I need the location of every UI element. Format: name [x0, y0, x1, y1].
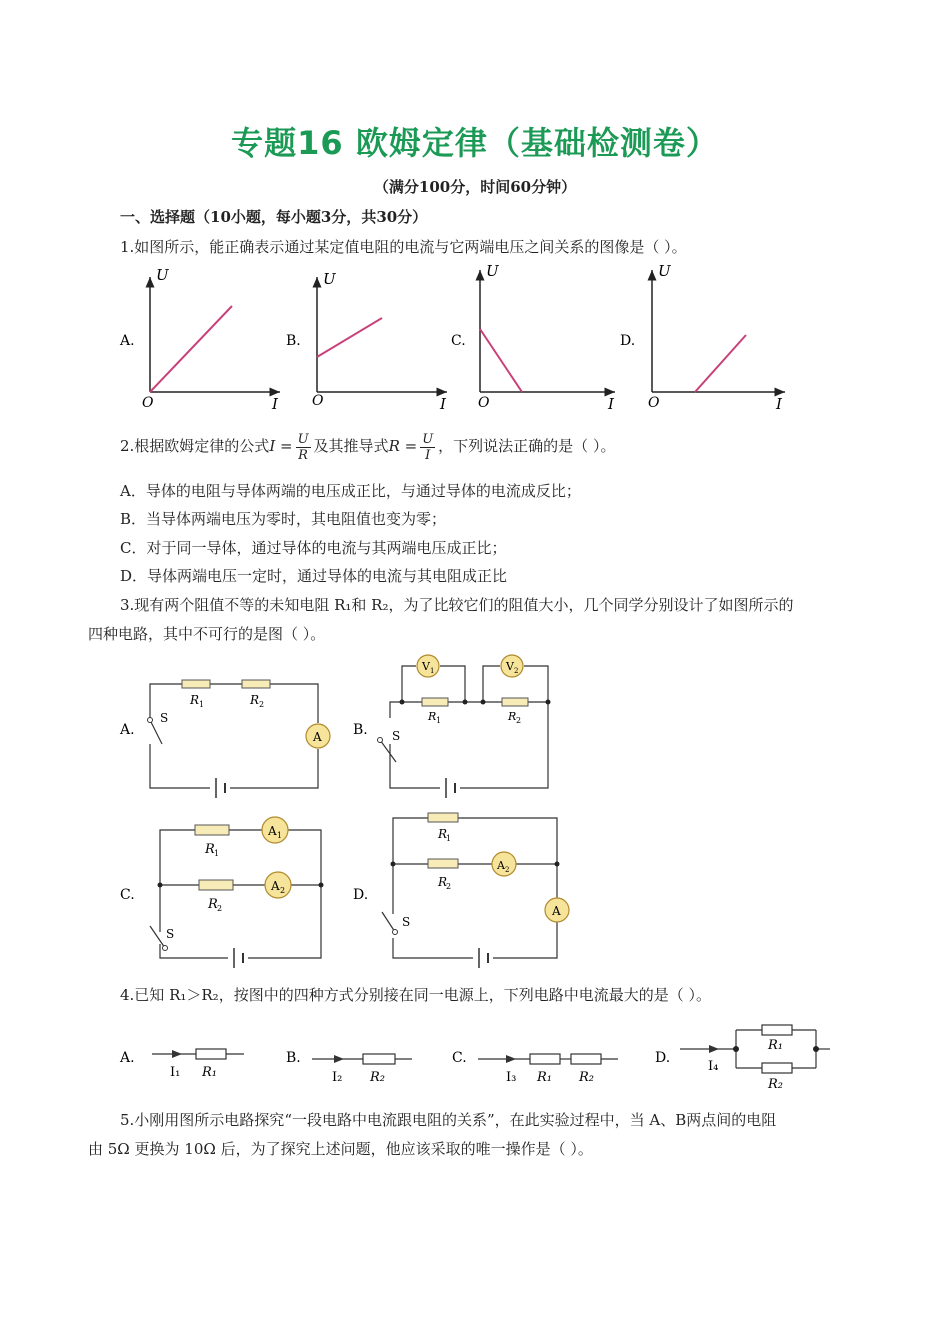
svg-text:2: 2	[516, 716, 522, 725]
svg-text:R₁: R₁	[537, 1070, 552, 1085]
question-5-line1: 5.小刚用图所示电路探究“一段电路中电流跟电阻的关系”，在此实验过程中，当 A、B两点间的电阻	[120, 1111, 777, 1129]
svg-text:2: 2	[217, 904, 223, 913]
q1-option-b-label: B.	[286, 333, 301, 349]
q1-option-d-label: D.	[620, 333, 636, 349]
svg-text:O: O	[312, 393, 324, 409]
svg-text:I₁: I₁	[170, 1065, 181, 1080]
q4-circuit-a	[119, 1049, 244, 1080]
svg-text:R: R	[508, 710, 517, 723]
svg-text:2: 2	[259, 700, 265, 709]
q1-graph-a	[142, 266, 280, 413]
question-1-text: 1.如图所示，能正确表示通过某定值电阻的电流与它两端电压之间关系的图像是（ ）。	[120, 238, 687, 256]
svg-text:R₂: R₂	[579, 1070, 594, 1085]
svg-text:O: O	[142, 395, 154, 411]
svg-text:1: 1	[436, 716, 442, 725]
svg-text:2: 2	[514, 667, 519, 675]
svg-text:A: A	[313, 730, 322, 744]
q3d-resistor-r2	[428, 859, 458, 868]
q4-circuit-b	[286, 1050, 412, 1085]
svg-text:S: S	[392, 729, 401, 743]
q1-option-c-label: C.	[451, 333, 466, 349]
q4c-resistor-r1	[530, 1054, 560, 1064]
svg-text:U: U	[486, 262, 499, 280]
svg-text:U: U	[658, 262, 671, 280]
svg-text:S: S	[402, 915, 411, 929]
svg-text:R: R	[438, 875, 448, 889]
svg-text:S: S	[166, 927, 175, 941]
q2-suffix: ，下列说法正确的是（ ）。	[438, 437, 616, 455]
svg-text:R₁: R₁	[202, 1065, 217, 1080]
svg-text:I₄: I₄	[708, 1059, 719, 1074]
svg-text:I₃: I₃	[506, 1070, 517, 1085]
q4-circuit-d	[655, 1025, 830, 1092]
svg-text:O: O	[478, 395, 490, 411]
q2-option-d: D．导体两端电压一定时，通过导体的电流与其电阻成正比	[120, 567, 508, 585]
svg-text:1: 1	[446, 834, 452, 843]
q3-option-b-label: B.	[353, 722, 368, 738]
svg-text:A: A	[552, 904, 561, 918]
q3-circuits	[110, 648, 590, 978]
svg-text:2: 2	[505, 866, 510, 874]
svg-text:R: R	[250, 693, 260, 707]
question-3-line2: 四种电路，其中不可行的是图（ ）。	[88, 625, 326, 643]
svg-text:1: 1	[199, 700, 205, 709]
svg-text:R: R	[438, 827, 448, 841]
q3-option-c-label: C.	[120, 887, 135, 903]
q3-option-a-label: A.	[120, 722, 135, 738]
q2-formula1-fraction: $\frac{U}{R}$	[297, 431, 309, 463]
q3-option-d-label: D.	[353, 887, 369, 903]
q2-formula1-lhs: I =	[269, 437, 293, 455]
q2-formula2-fraction: $\frac{U}{I}$	[422, 431, 434, 463]
svg-text:V: V	[506, 660, 514, 673]
q3b-resistor-r1	[422, 698, 448, 706]
q1-graph-d	[648, 262, 785, 413]
q4-circuit-c	[452, 1050, 618, 1085]
q3-circuit-c	[120, 817, 324, 968]
q2-option-c: C．对于同一导体，通过导体的电流与其两端电压成正比；	[120, 539, 507, 557]
q4d-resistor-r1	[762, 1025, 792, 1035]
svg-text:R₂: R₂	[768, 1077, 783, 1092]
q3a-resistor-r2	[242, 680, 270, 688]
svg-text:R₂: R₂	[370, 1070, 385, 1085]
svg-text:I: I	[272, 395, 278, 413]
q3-circuit-b	[353, 655, 551, 798]
svg-text:I: I	[776, 395, 782, 413]
q3d-switch	[382, 912, 395, 932]
q4c-resistor-r2	[571, 1054, 601, 1064]
question-5-line2: 由 5Ω 更换为 10Ω 后，为了探究上述问题，他应该采取的唯一操作是（ ）。	[88, 1140, 593, 1158]
q2-formula2-lhs: R =	[388, 437, 418, 455]
q4-option-a-label: A.	[120, 1050, 135, 1066]
svg-text:O: O	[648, 395, 660, 411]
q1-graph-b	[312, 270, 447, 413]
q4-option-c-label: C.	[452, 1050, 467, 1066]
q4-option-b-label: B.	[286, 1050, 301, 1066]
svg-text:V: V	[422, 660, 430, 673]
q4b-resistor-r2	[363, 1054, 395, 1064]
svg-text:A: A	[271, 879, 280, 893]
svg-text:R: R	[208, 897, 218, 912]
q3b-switch	[380, 740, 396, 762]
svg-text:I: I	[608, 395, 614, 413]
q3c-resistor-r1	[195, 825, 229, 835]
svg-text:U: U	[156, 266, 169, 284]
q1-graph-c	[478, 262, 615, 413]
svg-text:A: A	[497, 859, 505, 872]
q4a-resistor-r1	[196, 1049, 226, 1059]
svg-text:1: 1	[430, 667, 435, 675]
svg-text:I: I	[440, 395, 446, 413]
q3c-switch	[150, 926, 165, 948]
page-subtitle: （满分100分，时间60分钟）	[373, 178, 577, 196]
page-title: 专题16 欧姆定律（基础检测卷）	[231, 124, 719, 162]
svg-text:1: 1	[214, 849, 220, 858]
svg-text:S: S	[160, 711, 169, 725]
q1-graphs	[110, 262, 810, 414]
svg-text:R: R	[205, 842, 215, 857]
svg-text:2: 2	[280, 886, 286, 895]
q4-option-d-label: D.	[655, 1050, 671, 1066]
q3-circuit-a	[119, 680, 330, 798]
q4d-resistor-r2	[762, 1063, 792, 1073]
svg-text:1: 1	[277, 831, 283, 840]
q3c-resistor-r2	[199, 880, 233, 890]
q2-option-b: B．当导体两端电压为零时，其电阻值也变为零；	[120, 510, 447, 528]
q3-circuit-d	[353, 813, 569, 968]
svg-text:U: U	[323, 270, 336, 288]
question-2-text	[120, 426, 615, 466]
svg-text:R₁: R₁	[768, 1038, 783, 1053]
svg-text:A: A	[268, 824, 277, 838]
q2-option-a: A．导体的电阻与导体两端的电压成正比，与通过导体的电流成反比；	[120, 482, 581, 500]
q3d-resistor-r1	[428, 813, 458, 822]
q2-mid: 及其推导式	[313, 437, 389, 455]
q3a-resistor-r1	[182, 680, 210, 688]
section-heading: 一、选择题（10小题，每小题3分，共30分）	[120, 208, 428, 226]
question-3-line1: 3.现有两个阻值不等的未知电阻 R₁和 R₂，为了比较它们的阻值大小，几个同学分别设计了如图所示的	[120, 596, 794, 614]
q4-circuits	[110, 1018, 840, 1092]
svg-text:R: R	[428, 710, 437, 723]
svg-text:R: R	[190, 693, 200, 707]
q1-option-a-label: A.	[120, 333, 135, 349]
q3b-resistor-r2	[502, 698, 528, 706]
svg-text:2: 2	[446, 882, 452, 891]
svg-text:I₂: I₂	[332, 1070, 343, 1085]
q2-prefix: 2.根据欧姆定律的公式	[120, 437, 270, 455]
question-4-text: 4.已知 R₁＞R₂，按图中的四种方式分别接在同一电源上，下列电路中电流最大的是（ ）。	[120, 986, 711, 1004]
